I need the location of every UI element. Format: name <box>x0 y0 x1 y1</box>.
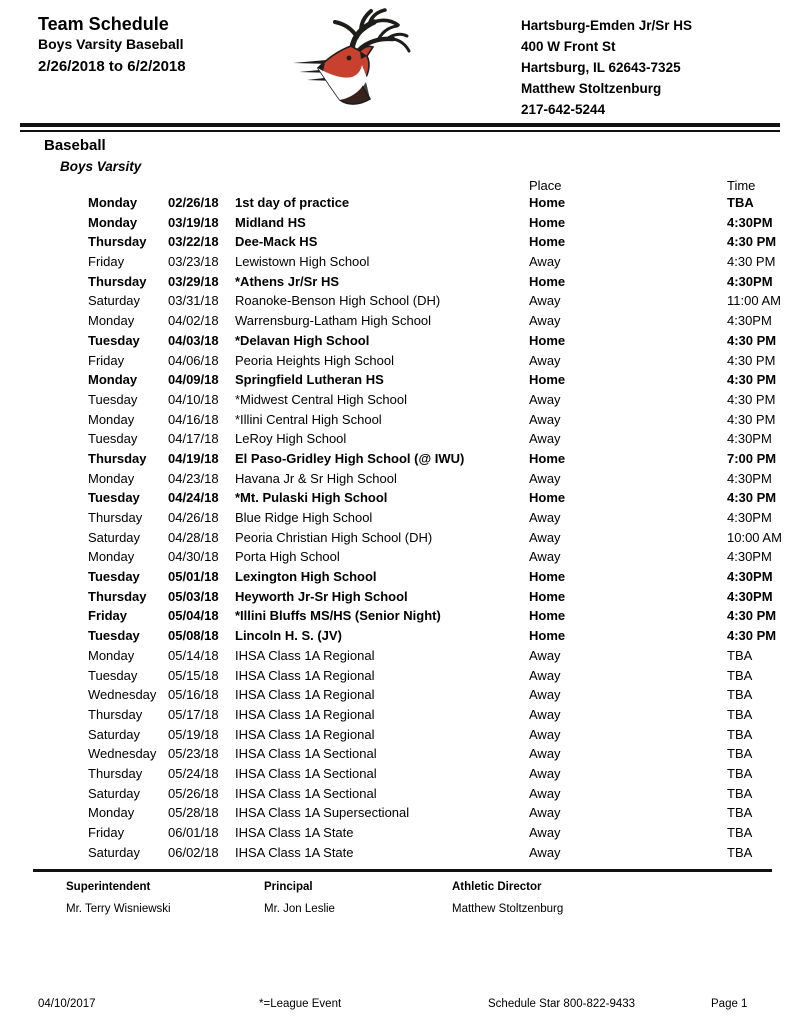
official-name: Matthew Stoltzenburg <box>452 903 564 915</box>
schedule-cell-day: Tuesday <box>88 569 140 585</box>
schedule-cell-event: Lewistown High School <box>235 254 370 270</box>
schedule-cell-time: 4:30PM <box>727 588 773 604</box>
schedule-cell-place: Away <box>529 647 561 663</box>
schedule-row <box>0 803 800 823</box>
schedule-cell-event: LeRoy High School <box>235 431 347 447</box>
schedule-row <box>0 232 800 252</box>
schedule-cell-time: TBA <box>727 825 753 840</box>
schedule-cell-place: Home <box>529 332 566 348</box>
schedule-cell-day: Thursday <box>88 706 143 722</box>
schedule-cell-day: Monday <box>88 470 135 486</box>
schedule-cell-event: *Athens Jr/Sr HS <box>235 273 340 289</box>
schedule-row <box>0 252 800 272</box>
schedule-cell-time: TBA <box>727 785 753 801</box>
schedule-row <box>0 410 800 430</box>
header-divider-double-rule <box>20 123 780 132</box>
schedule-cell-date: 05/15/18 <box>168 667 219 683</box>
schedule-cell-day: Thursday <box>88 510 143 525</box>
schedule-row <box>0 193 800 213</box>
schedule-cell-day: Tuesday <box>88 431 138 447</box>
schedule-row <box>0 331 800 351</box>
schedule-cell-date: 05/23/18 <box>168 746 219 762</box>
schedule-row <box>0 547 800 567</box>
schedule-cell-place: Home <box>529 569 566 585</box>
schedule-cell-event: Midland HS <box>235 214 306 230</box>
schedule-cell-time: TBA <box>727 195 754 210</box>
schedule-cell-day: Tuesday <box>88 391 138 407</box>
schedule-cell-day: Monday <box>88 313 135 329</box>
official-name: Mr. Jon Leslie <box>264 903 335 915</box>
schedule-cell-event: Dee-Mack HS <box>235 234 318 250</box>
schedule-cell-date: 04/23/18 <box>168 470 219 486</box>
schedule-cell-time: 4:30 PM <box>727 608 777 624</box>
schedule-cell-place: Away <box>529 313 561 329</box>
schedule-cell-event: IHSA Class 1A Regional <box>235 647 375 663</box>
schedule-cell-event: IHSA Class 1A Sectional <box>235 785 377 801</box>
schedule-cell-date: 04/26/18 <box>168 510 219 525</box>
schedule-cell-day: Saturday <box>88 726 141 742</box>
document-title: Team Schedule <box>38 14 169 34</box>
schedule-cell-time: TBA <box>727 647 753 663</box>
schedule-row <box>0 351 800 371</box>
schedule-cell-day: Saturday <box>88 529 141 545</box>
schedule-cell-place: Away <box>529 805 561 821</box>
team-subtitle: Boys Varsity Baseball <box>38 36 184 52</box>
schedule-cell-time: 4:30 PM <box>727 372 777 388</box>
schedule-cell-place: Away <box>529 470 561 486</box>
schedule-cell-day: Monday <box>88 214 138 230</box>
schedule-cell-time: 4:30 PM <box>727 352 776 368</box>
schedule-cell-date: 04/16/18 <box>168 411 219 427</box>
footer-page-number: Page 1 <box>711 998 748 1010</box>
season-date-range: 2/26/2018 to 6/2/2018 <box>38 58 186 75</box>
schedule-cell-date: 04/30/18 <box>168 549 219 565</box>
schedule-cell-place: Home <box>529 490 566 506</box>
schedule-row <box>0 685 800 705</box>
schedule-cell-time: TBA <box>727 765 753 781</box>
schedule-cell-date: 05/01/18 <box>168 569 219 585</box>
schedule-cell-day: Friday <box>88 254 125 270</box>
schedule-row <box>0 291 800 311</box>
schedule-cell-day: Friday <box>88 608 128 624</box>
schedule-cell-place: Away <box>529 746 561 762</box>
schedule-row <box>0 390 800 410</box>
schedule-cell-place: Away <box>529 391 561 407</box>
schedule-cell-day: Monday <box>88 372 138 388</box>
schedule-cell-time: 11:00 AM <box>727 293 781 309</box>
schedule-cell-place: Away <box>529 293 561 309</box>
header-left-block <box>38 13 186 76</box>
schedule-cell-date: 03/31/18 <box>168 293 219 309</box>
official-title: Principal <box>264 881 313 893</box>
schedule-cell-day: Friday <box>88 352 125 368</box>
schedule-cell-date: 04/03/18 <box>168 332 219 348</box>
schedule-cell-event: IHSA Class 1A State <box>235 844 354 860</box>
schedule-cell-event: IHSA Class 1A Regional <box>235 726 375 742</box>
schedule-cell-event: Havana Jr & Sr High School <box>235 470 397 486</box>
schedule-cell-date: 04/09/18 <box>168 372 219 388</box>
schedule-cell-day: Wednesday <box>88 746 157 762</box>
time-column-header: Time <box>727 178 756 193</box>
schedule-cell-time: 4:30 PM <box>727 490 777 506</box>
schedule-cell-date: 04/24/18 <box>168 490 219 506</box>
table-bottom-rule <box>33 869 772 872</box>
schedule-cell-event: Heyworth Jr-Sr High School <box>235 588 408 604</box>
footer-print-date: 04/10/2017 <box>38 998 96 1010</box>
schedule-cell-date: 03/22/18 <box>168 234 219 250</box>
schedule-table <box>0 179 800 862</box>
official-title: Superintendent <box>66 881 151 893</box>
schedule-cell-day: Monday <box>88 549 135 565</box>
schedule-row <box>0 705 800 725</box>
schedule-cell-time: 4:30PM <box>727 273 773 289</box>
schedule-cell-place: Away <box>529 411 561 427</box>
schedule-cell-date: 03/19/18 <box>168 214 219 230</box>
schedule-cell-event: 1st day of practice <box>235 195 350 210</box>
schedule-cell-event: IHSA Class 1A Regional <box>235 687 375 703</box>
schedule-row <box>0 843 800 863</box>
schedule-cell-time: 4:30 PM <box>727 411 776 427</box>
schedule-cell-time: 10:00 AM <box>727 529 782 545</box>
schedule-cell-event: *Illini Central High School <box>235 411 382 427</box>
official-principal <box>264 881 335 915</box>
schedule-cell-event: El Paso-Gridley High School (@ IWU) <box>235 450 465 466</box>
schedule-cell-time: 7:00 PM <box>727 450 777 466</box>
schedule-cell-time: TBA <box>727 746 753 762</box>
schedule-row <box>0 213 800 233</box>
official-name: Mr. Terry Wisniewski <box>66 903 171 915</box>
schedule-cell-date: 05/03/18 <box>168 588 219 604</box>
schedule-cell-day: Tuesday <box>88 628 140 644</box>
schedule-cell-place: Home <box>529 450 566 466</box>
schedule-cell-event: Blue Ridge High School <box>235 510 373 525</box>
schedule-cell-date: 04/19/18 <box>168 450 219 466</box>
schedule-cell-day: Monday <box>88 805 135 821</box>
schedule-cell-time: TBA <box>727 805 753 821</box>
schedule-cell-place: Home <box>529 628 566 644</box>
schedule-cell-date: 02/26/18 <box>168 195 219 210</box>
schedule-cell-place: Away <box>529 352 561 368</box>
schedule-cell-day: Monday <box>88 411 135 427</box>
schedule-cell-time: TBA <box>727 706 753 722</box>
schedule-cell-event: Roanoke-Benson High School (DH) <box>235 293 441 309</box>
schedule-cell-place: Home <box>529 234 566 250</box>
schedule-cell-place: Away <box>529 785 561 801</box>
schedule-cell-day: Saturday <box>88 844 141 860</box>
schedule-cell-event: Springfield Lutheran HS <box>235 372 384 388</box>
schedule-cell-place: Away <box>529 529 561 545</box>
schedule-row <box>0 528 800 548</box>
schedule-row <box>0 587 800 607</box>
schedule-cell-place: Away <box>529 510 561 525</box>
schedule-cell-place: Away <box>529 726 561 742</box>
schedule-row <box>0 646 800 666</box>
schedule-row <box>0 764 800 784</box>
schedule-row <box>0 469 800 489</box>
schedule-cell-place: Away <box>529 431 561 447</box>
schedule-cell-day: Saturday <box>88 785 141 801</box>
schedule-cell-day: Tuesday <box>88 667 138 683</box>
schedule-cell-place: Home <box>529 273 566 289</box>
schedule-cell-place: Away <box>529 825 561 840</box>
schedule-cell-place: Home <box>529 588 566 604</box>
schedule-cell-event: *Delavan High School <box>235 332 370 348</box>
schedule-cell-time: 4:30PM <box>727 431 772 447</box>
schedule-cell-event: Lexington High School <box>235 569 377 585</box>
schedule-cell-day: Thursday <box>88 765 143 781</box>
schedule-cell-day: Friday <box>88 825 125 840</box>
schedule-cell-date: 04/28/18 <box>168 529 219 545</box>
schedule-cell-date: 04/06/18 <box>168 352 219 368</box>
schedule-cell-date: 05/19/18 <box>168 726 219 742</box>
footer-league-legend: *=League Event <box>259 998 342 1010</box>
schedule-cell-day: Thursday <box>88 450 147 466</box>
schedule-row <box>0 666 800 686</box>
schedule-cell-event: *Mt. Pulaski High School <box>235 490 388 506</box>
schedule-cell-day: Wednesday <box>88 687 157 703</box>
schedule-row <box>0 626 800 646</box>
schedule-cell-time: 4:30PM <box>727 470 772 486</box>
schedule-cell-place: Away <box>529 706 561 722</box>
schedule-cell-time: TBA <box>727 844 753 860</box>
schedule-cell-time: TBA <box>727 687 753 703</box>
schedule-row <box>0 311 800 331</box>
schedule-cell-event: Peoria Heights High School <box>235 352 394 368</box>
schedule-row <box>0 488 800 508</box>
schedule-cell-date: 05/04/18 <box>168 608 219 624</box>
schedule-cell-place: Away <box>529 549 561 565</box>
schedule-cell-day: Thursday <box>88 273 147 289</box>
schedule-cell-event: IHSA Class 1A State <box>235 825 354 840</box>
schedule-cell-time: 4:30 PM <box>727 254 776 270</box>
school-phone: 217-642-5244 <box>521 102 606 117</box>
schedule-cell-day: Monday <box>88 647 135 663</box>
schedule-row <box>0 449 800 469</box>
schedule-row <box>0 429 800 449</box>
schedule-cell-event: IHSA Class 1A Regional <box>235 667 375 683</box>
schedule-header-row <box>0 179 800 193</box>
schedule-cell-event: IHSA Class 1A Sectional <box>235 765 377 781</box>
schedule-cell-day: Saturday <box>88 293 141 309</box>
schedule-cell-day: Tuesday <box>88 332 140 348</box>
schedule-cell-place: Home <box>529 608 566 624</box>
schedule-cell-date: 03/23/18 <box>168 254 219 270</box>
schedule-cell-event: IHSA Class 1A Sectional <box>235 746 377 762</box>
schedule-row <box>0 823 800 843</box>
schedule-cell-date: 05/08/18 <box>168 628 219 644</box>
schedule-cell-time: TBA <box>727 667 753 683</box>
schedule-cell-time: 4:30PM <box>727 549 772 565</box>
schedule-cell-time: 4:30PM <box>727 214 773 230</box>
schedule-cell-time: 4:30PM <box>727 569 773 585</box>
team-level-heading: Boys Varsity <box>60 159 142 174</box>
official-title: Athletic Director <box>452 881 542 893</box>
schedule-row <box>0 725 800 745</box>
schedule-table-body <box>0 193 800 862</box>
school-info-block <box>521 15 692 120</box>
place-column-header: Place <box>529 178 562 193</box>
schedule-cell-date: 05/24/18 <box>168 765 219 781</box>
schedule-cell-time: 4:30 PM <box>727 628 777 644</box>
schedule-cell-time: 4:30PM <box>727 313 772 329</box>
schedule-cell-place: Away <box>529 687 561 703</box>
schedule-cell-date: 04/10/18 <box>168 391 219 407</box>
schedule-cell-date: 05/14/18 <box>168 647 219 663</box>
schedule-cell-date: 04/02/18 <box>168 313 219 329</box>
schedule-cell-event: Porta High School <box>235 549 340 565</box>
schedule-row <box>0 744 800 764</box>
school-address-line2: Hartsburg, IL 62643-7325 <box>521 60 681 75</box>
schedule-cell-place: Away <box>529 254 561 270</box>
schedule-cell-day: Thursday <box>88 588 147 604</box>
schedule-row <box>0 370 800 390</box>
schedule-row <box>0 784 800 804</box>
schedule-cell-event: Warrensburg-Latham High School <box>235 313 432 329</box>
schedule-cell-time: 4:30 PM <box>727 391 776 407</box>
schedule-row <box>0 606 800 626</box>
schedule-row <box>0 567 800 587</box>
schedule-row <box>0 272 800 292</box>
stag-mascot-icon <box>290 6 420 114</box>
school-contact-name: Matthew Stoltzenburg <box>521 81 662 96</box>
schedule-cell-event: *Midwest Central High School <box>235 391 407 407</box>
schedule-cell-day: Thursday <box>88 234 147 250</box>
schedule-cell-date: 05/16/18 <box>168 687 219 703</box>
schedule-cell-date: 06/01/18 <box>168 825 219 840</box>
schedule-cell-date: 04/17/18 <box>168 431 219 447</box>
school-name: Hartsburg-Emden Jr/Sr HS <box>521 18 693 33</box>
schedule-cell-place: Home <box>529 214 566 230</box>
schedule-row <box>0 508 800 528</box>
schedule-cell-event: Peoria Christian High School (DH) <box>235 529 433 545</box>
official-athletic-director <box>452 881 563 915</box>
school-address-line1: 400 W Front St <box>521 39 616 54</box>
schedule-cell-date: 05/26/18 <box>168 785 219 801</box>
schedule-cell-date: 05/17/18 <box>168 706 219 722</box>
schedule-cell-date: 06/02/18 <box>168 844 219 860</box>
sport-heading: Baseball <box>44 137 106 154</box>
schedule-cell-place: Away <box>529 765 561 781</box>
schedule-cell-day: Monday <box>88 195 138 210</box>
schedule-cell-place: Away <box>529 667 561 683</box>
schedule-cell-event: IHSA Class 1A Supersectional <box>235 805 410 821</box>
schedule-cell-time: 4:30PM <box>727 510 772 525</box>
schedule-cell-event: Lincoln H. S. (JV) <box>235 628 342 644</box>
schedule-cell-place: Away <box>529 844 561 860</box>
schedule-cell-event: IHSA Class 1A Regional <box>235 706 375 722</box>
schedule-cell-place: Home <box>529 372 566 388</box>
official-superintendent <box>66 881 171 915</box>
schedule-cell-date: 05/28/18 <box>168 805 219 821</box>
schedule-cell-place: Home <box>529 195 566 210</box>
schedule-cell-day: Tuesday <box>88 490 140 506</box>
schedule-cell-time: TBA <box>727 726 753 742</box>
schedule-cell-event: *Illini Bluffs MS/HS (Senior Night) <box>235 608 441 624</box>
schedule-cell-time: 4:30 PM <box>727 332 777 348</box>
schedule-cell-date: 03/29/18 <box>168 273 219 289</box>
schedule-cell-time: 4:30 PM <box>727 234 777 250</box>
footer-vendor-info: Schedule Star 800-822-9433 <box>488 998 636 1010</box>
